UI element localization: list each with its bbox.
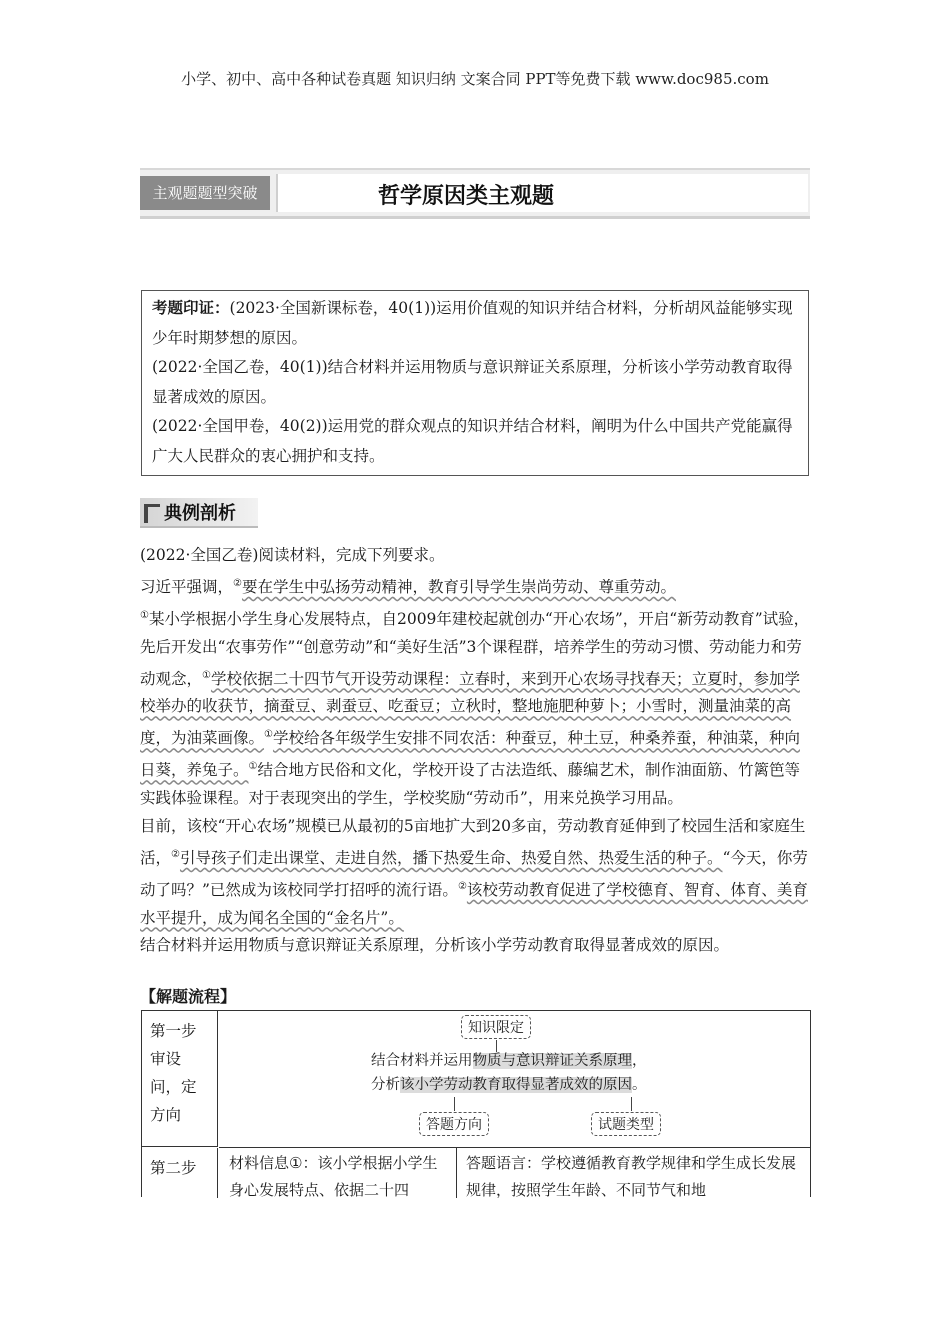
marker-2: ② (233, 577, 242, 589)
section-bracket-icon (144, 504, 160, 523)
section-title: 典例剖析 (164, 503, 236, 524)
marker-1: ① (140, 609, 149, 621)
direction-box: 答题方向 (419, 1112, 489, 1136)
highlight-direction: 该小学劳动教育取得显著成效的 (400, 1077, 603, 1093)
highlight-type: 原因 (603, 1077, 632, 1093)
analysis-diagram (219, 1011, 810, 1148)
flow-label: 【解题流程】 (140, 987, 237, 1006)
question-line: 结合材料并运用物质与意识辩证关系原理，分析该小学劳动教育取得显著成效的原因。 (140, 936, 730, 955)
paragraph-3 (140, 813, 812, 933)
paragraph-2 (140, 602, 812, 813)
arrow-down-right (631, 1097, 632, 1111)
title-bar (140, 168, 810, 219)
highlight-principle: 物质与意识辩证关系原理 (472, 1053, 632, 1069)
exam-label: 考题印证： (152, 299, 230, 317)
knowledge-box: 知识限定 (461, 1015, 531, 1039)
p2-part-b: 学校依据二十四节气开设劳动课程：立春时，来到开心农场寻找春天；立夏时，参加学校举办的收获节，摘蚕豆、剥蚕豆、吃蚕豆；立秋时，整地施肥种萝卜；小雪时，测量油菜的高度，为油菜画像。 (140, 669, 800, 748)
marker-1b: ① (202, 669, 211, 681)
marker-2c: ② (457, 880, 467, 892)
p3-part-b: 引导孩子们走出课堂、走进自然，播下热爱生命、热爱自然、热爱生活的种子。 (179, 848, 723, 867)
step2-cell: 第二步 (142, 1148, 218, 1198)
exam-reference-box (141, 290, 809, 476)
page-header: 小学、初中、高中各种试卷真题 知识归纳 文案合同 PPT等免费下载 www.doc985.com (181, 70, 769, 88)
marker-1d: ① (248, 761, 258, 773)
arrow-down-left (454, 1097, 455, 1111)
exam-text-1: (2023·全国新课标卷，40(1))运用价值观的知识并结合材料，分析胡风益能够实现少年时期梦想的原因。 (152, 299, 793, 347)
title-main (276, 174, 808, 212)
type-box: 试题类型 (591, 1112, 661, 1136)
p1-underlined: 要在学生中弘扬劳动精神，教育引导学生崇尚劳动、尊重劳动。 (241, 577, 676, 596)
p3-part-c: “今天，你劳动了吗？”已然成为该校同学打招呼的流行语。 (140, 848, 808, 899)
marker-1c: ① (264, 729, 273, 741)
p1-lead: 习近平强调， (140, 577, 234, 596)
exam-line-2: (2022·全国乙卷，40(1))结合材料并运用物质与意识辩证关系原理，分析该小学劳动教育取得显著成效的原因。 (152, 358, 793, 406)
step1-cell: 第一步审设问，定方向 (142, 1011, 218, 1147)
example-content (140, 542, 812, 960)
material-info-cell: 材料信息①：该小学根据小学生身心发展特点、依据二十四 (219, 1148, 457, 1198)
intro-line: (2022·全国乙卷)阅读材料，完成下列要求。 (140, 546, 445, 564)
exam-line-3: (2022·全国甲卷，40(2))运用党的群众观点的知识并结合材料，阐明为什么中国共产党能赢得广大人民群众的衷心拥护和支持。 (152, 417, 793, 465)
diagram-line-2: 分析该小学劳动教育取得显著成效的原因。 (371, 1077, 647, 1093)
flow-table (141, 1010, 811, 1197)
answer-language-cell: 答题语言：学校遵循教育教学规律和学生成长发展规律，按照学生年龄、不同节气和地 (466, 1154, 797, 1198)
diagram-line-1: 结合材料并运用物质与意识辩证关系原理， (371, 1053, 647, 1069)
p3-part-d: 该校劳动教育促进了学校德育、智育、体育、美育水平提升，成为闻名全国的“金名片”。 (140, 880, 808, 927)
section-header (140, 498, 258, 528)
marker-2b: ② (171, 848, 180, 860)
p2-part-a: 某小学根据小学生身心发展特点，自2009年建校起就创办“开心农场”，开启“新劳动教育”试验，先后开发出“农事劳作”“创意劳动”和“美好生活”3个课程群，培养学生的劳动习惯、劳动能力和劳动观念， (140, 609, 810, 688)
diagram-text (371, 1049, 647, 1097)
exam-line-1 (152, 294, 798, 353)
page-title: 哲学原因类主观题 (378, 184, 555, 209)
p2-part-d: 结合地方民俗和文化，学校开设了古法造纸、藤编艺术，制作油面筋、竹篱笆等实践体验课程。对于表现突出的学生，学校奖励“劳动币”，用来兑换学习用品。 (140, 761, 800, 808)
p2-part-c: 学校给各年级学生安排不同农活：种蚕豆，种土豆，种桑养蚕，种油菜，种向日葵，养兔子。 (140, 729, 800, 780)
title-tag: 主观题题型突破 (140, 176, 270, 210)
paragraph-1 (140, 570, 812, 602)
p3-part-a: 目前，该校“开心农场”规模已从最初的5亩地扩大到20多亩，劳动教育延伸到了校园生活和家庭生活， (140, 816, 806, 867)
